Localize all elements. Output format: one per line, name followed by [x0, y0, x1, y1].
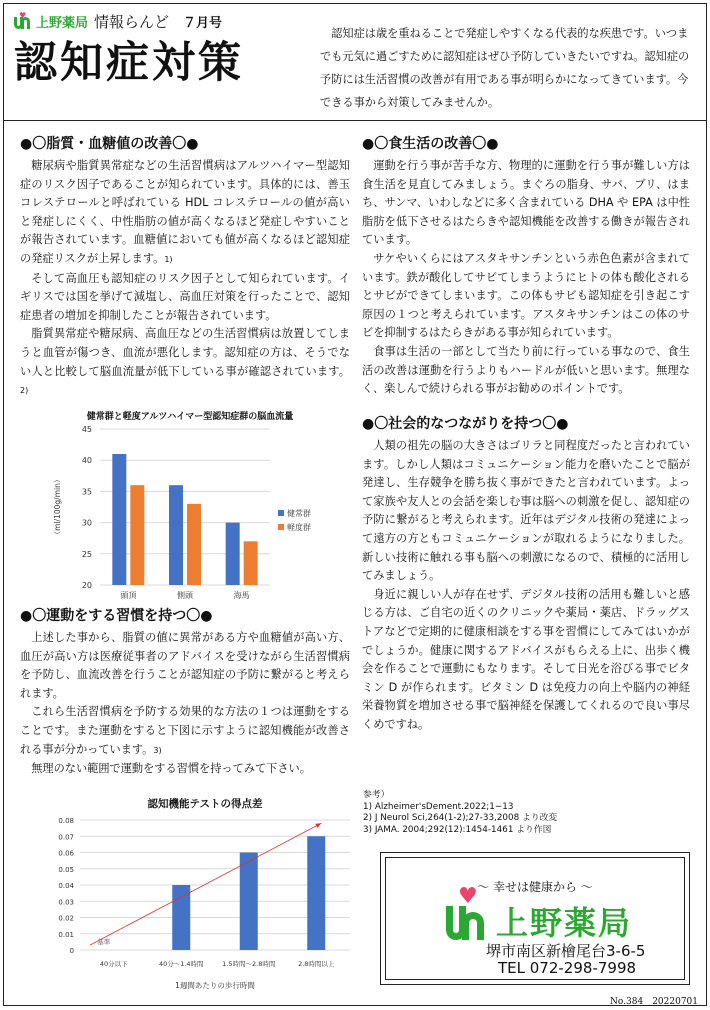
issue-label: ７月号	[183, 15, 223, 31]
x-tick-label: 2.8時間以上	[298, 960, 335, 968]
baseline-label: 基準	[97, 938, 111, 946]
cognitive-score-chart-svg	[50, 808, 360, 998]
paragraph	[20, 157, 350, 270]
references	[363, 790, 557, 836]
references-label: 参考）	[363, 790, 390, 800]
paragraph-text: 糖尿病や脂質異常症などの生活習慣病はアルツハイマー型認知症のリスク因子であることが知られています。具体的には、善玉コレステロールと呼ばれている HDL コレステロールの値が高いと発症しにくく、中性脂肪の値が高くなるほど発症しやすいことが報告されています。血糖値においても値が高くなるほど認知症の発症リスクが上昇します。	[20, 159, 350, 265]
reference-item: 1) Alzheimer'sDement.2022;1−13	[363, 801, 514, 812]
y-tick-label: 0.05	[58, 865, 74, 874]
y-tick-label: 0.08	[58, 817, 74, 825]
y-tick-label: 45	[81, 425, 92, 434]
section-social	[362, 414, 690, 735]
brand-row	[14, 10, 314, 32]
cognitive-score-chart	[50, 792, 360, 997]
x-tick-label: 40分以下	[99, 960, 128, 968]
x-tick-label: 海馬	[233, 591, 250, 600]
reference-mark: 1)	[164, 254, 173, 264]
store-slogan: ～ 幸せは健康から ～	[477, 880, 593, 894]
y-tick-label: 0.01	[58, 930, 74, 939]
paragraph-text: 脂質異常症や糖尿病、高血圧などの生活習慣病は放置してしまうと血管が傷つき、血流が悪化します。認知症の方は、そうでない人と比較して脳血流量が低下している事が確認されています。	[20, 327, 350, 378]
y-tick-label: 0	[69, 947, 74, 955]
paragraph: 運動を行う事が苦手な方、物理的に運動を行う事が難しい方は食生活を見直してみましょう。まぐろの脂身、サバ、ブリ、はまち、サンマ、いわしなどに多く含まれている DHA や EPA は中性脂肪を低下させるはたらきや認知機能を改善する働きが報告されています。	[362, 159, 690, 247]
y-tick-label: 0.04	[58, 882, 74, 890]
paragraph-text: これら生活習慣病を予防する効果的な方法の１つは運動をすることです。また運動をすると下図に示すように認知機能が改善される事が分かっています。	[20, 705, 350, 756]
chart-title: 認知機能テストの得点差	[147, 798, 263, 810]
intro-text: 認知症は歳を重ねることで発症しやすくなる代表的な疾患です。いつまでも元気に過ごすために認知症はぜひ予防していきたいですね。認知症の予防には生活習慣の改善が有用である事が明らかになってきています。今できる事から対策してみませんか。	[320, 27, 690, 109]
bar-healthy	[112, 454, 126, 585]
x-tick-label: 側頭	[177, 591, 193, 600]
brand-name: 上野薬局	[36, 15, 89, 31]
paragraph: そして高血圧も認知症のリスク因子として知られています。イギリスでは国を挙げて減塩し、高血圧対策を行ったことで、認知症患者の増加を抑制したことが報告されています。	[20, 271, 350, 322]
y-tick-label: 0.03	[58, 898, 74, 907]
y-tick-label: 40	[81, 456, 92, 466]
pharmacy-logo-icon: ♥	[14, 12, 32, 30]
info-label: 情報らんど	[94, 12, 170, 31]
section-title: ●〇社会的なつながりを持つ〇●	[362, 416, 569, 432]
y-tick-label: 20	[81, 581, 92, 590]
legend-swatch	[278, 510, 284, 516]
paragraph: 上述した事から、脂質の値に異常がある方や血糖値が高い方、血圧が高い方は医療従事者のアドバイスを受けながら生活習慣病を予防し、血流改善を行うことが認知症の予防に繋がると考えられます。	[20, 631, 350, 700]
bar-mild	[130, 485, 144, 585]
page-title: 認知症対策	[14, 38, 244, 88]
paragraph: サケやいくらにはアスタキサンチンという赤色色素が含まれています。鉄が酸化してサビてしまうようにヒトの体も酸化されるとサビができてしまいます。この体もサビも認知症を引き起こす原因の１つと考えられています。アスタキサンチンはこの体のサビを抑制するはたらきがある事が知られています。	[362, 251, 690, 340]
paragraph	[20, 325, 350, 400]
y-tick-label: 35	[81, 487, 92, 497]
section-diet	[362, 134, 690, 399]
bar-healthy	[226, 523, 240, 585]
paragraph: 人類の祖先の脳の大きさはゴリラと同程度だったと言われています。しかし人類はコミュニケーション能力を磨いたことで脳が発達し、生存競争を勝ち抜く事ができたと言われています。よって家族や友人との会話を楽しむ事は脳への刺激を促し、認知症の予防に繋がると考えられます。近年はデジタル技術の発達によって遠方の方ともコミュニケーションが取れるようになりました。新しい技術に触れる事も脳への刺激になるので、積極的に活用してみましょう。	[362, 439, 690, 583]
store-info-inner	[385, 857, 685, 980]
x-tick-label: 40分～1.4時間	[158, 960, 204, 968]
x-tick-label: 1.5時間～2.8時間	[222, 960, 276, 968]
store-phone: TEL 072-298-7998	[498, 959, 637, 977]
paragraph: 食事は生活の一部として当たり前に行っている事なので、食生活の改善は運動を行うよりもハードルが低いと思います。無理なく、楽しんで続けられる事がお勧めのポイントです。	[362, 344, 690, 396]
section-lipid	[20, 134, 350, 401]
bar-mild	[244, 541, 258, 585]
blood-flow-chart-svg	[40, 417, 340, 612]
paragraph	[20, 703, 350, 760]
y-tick-label: 25	[81, 549, 92, 559]
header-divider	[3, 120, 707, 121]
legend-label: 健常群	[287, 509, 311, 518]
newsletter-header	[14, 10, 314, 90]
trend-arrow-line	[90, 823, 321, 945]
bar	[307, 836, 325, 950]
section-exercise	[20, 606, 350, 779]
y-tick-label: 30	[81, 518, 92, 528]
reference-mark: 3)	[153, 745, 162, 755]
bar-mild	[187, 504, 201, 585]
y-tick-label: 0.06	[58, 849, 74, 858]
bar	[172, 885, 190, 950]
y-axis-label: （ml/100g/min）	[53, 475, 62, 539]
store-logo-icon: ♥	[444, 898, 494, 944]
store-address: 堺市南区新檜尾台3-6-5	[486, 942, 646, 960]
paragraph: 無理のない範囲で運動をする習慣を持ってみて下さい。	[31, 762, 311, 776]
bar-healthy	[169, 485, 183, 585]
x-tick-label: 頭頂	[120, 591, 137, 600]
chart-title: 健常群と軽度アルツハイマー型認知症群の脳血流量	[86, 412, 294, 422]
x-axis-label: 1週間あたりの歩行時間	[175, 981, 255, 990]
reference-mark: 2)	[20, 386, 29, 396]
legend-swatch	[278, 524, 284, 530]
store-name: 上野薬局	[496, 904, 633, 942]
y-tick-label: 0.07	[58, 833, 74, 842]
y-tick-label: 0.02	[58, 914, 74, 923]
issue-number: No.384 20220701	[610, 997, 698, 1007]
section-title: ●〇脂質・血糖値の改善〇●	[20, 136, 199, 152]
blood-flow-chart	[40, 405, 340, 605]
reference-item: 3) JAMA. 2004;292(12):1454-1461 より作図	[363, 824, 552, 835]
reference-item: 2) J Neurol Sci,264(1-2);27-33,2008 より改変	[363, 813, 558, 823]
section-title: ●〇運動をする習慣を持つ〇●	[20, 608, 213, 624]
bar	[240, 853, 258, 951]
legend-label: 軽度群	[287, 523, 311, 532]
paragraph: 身近に親しい人が存在せず、デジタル技術の活用も難しいと感じる方は、ご自宅の近くのクリニックや薬局・薬店、ドラッグストアなどで定期的に健康相談をする事を習慣にしてみてはいかがでしょうか。健康に関するアドバイスがもらえる上に、出歩く機会を作ることで運動にもなります。そして日光を浴びる事でビタミン D が作られます。ビタミン D は免疫力の向上や脳内の神経栄養物質を増加させる事で脳神経を保護してくれるので良い事尽くめですね。	[362, 587, 690, 731]
store-info-box	[380, 852, 690, 985]
section-title: ●〇食生活の改善〇●	[362, 136, 499, 152]
